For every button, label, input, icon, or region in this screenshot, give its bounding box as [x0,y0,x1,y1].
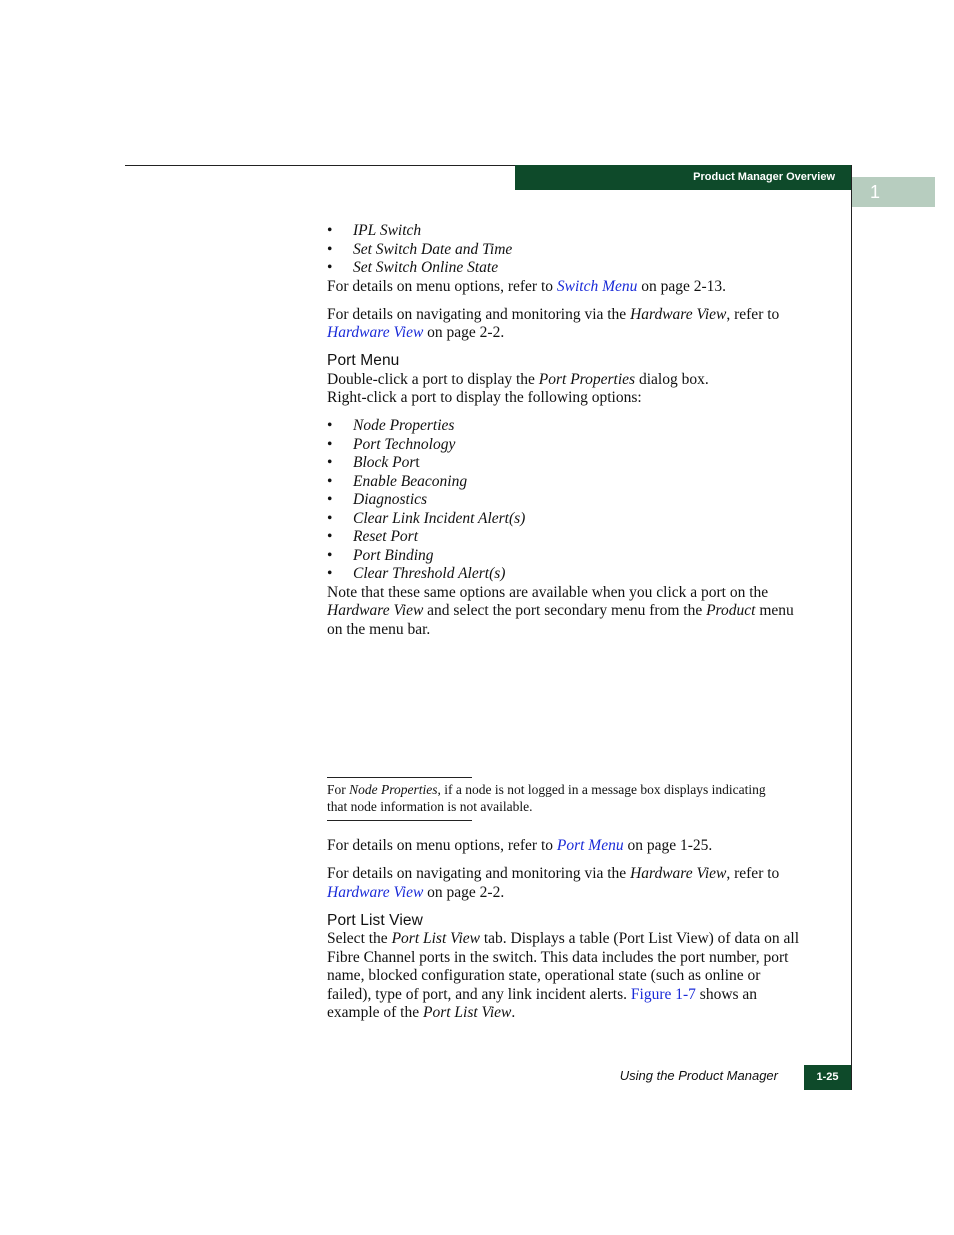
switch-menu-link[interactable]: Switch Menu [556,277,638,295]
port-menu-intro-2: Right-click a port to display the following options: [327,389,642,406]
list-item: • Clear Link Incident Alert(s) [327,510,807,529]
chapter-tab: 1 [852,177,935,207]
port-menu-intro: Double-click a port to display the Port Properties dialog box. [327,370,709,388]
list-item: • Clear Threshold Alert(s) [327,565,807,584]
hardware-view-details: For details on navigating and monitoring via the Hardware View, refer to Hardware View on page 2-2. [327,305,780,341]
header-rule [125,165,515,166]
switch-menu-details: For details on menu options, refer to Switch Menu on page 2-13. [327,277,727,295]
list-item: • Set Switch Online State [327,259,807,278]
note-bottom-rule [327,820,472,821]
same-options-paragraph: Note that these same options are available when you click a port on the Hardware View and select the port secondary menu from the Product menu on the menu bar. [327,583,794,638]
list-item: • Set Switch Date and Time [327,241,807,260]
page-body [327,222,807,649]
hardware-view-details-2: For details on navigating and monitoring via the Hardware View, refer to Hardware View on page 2-2. [327,865,780,901]
note-text: For Node Properties, if a node is not logged in a message box displays indicating that node information is not available. [327,782,766,814]
port-list-view-paragraph: Select the Port List View tab. Displays a table (Port List View) of data on all Fibre Channel ports in the switch. This data includes the port number, port name, blocked configuration state, operational state (such as online or failed), type of port, and any link incident alerts. Figure 1-7 shows an example of the Port List View. [327,930,800,1021]
figure-link[interactable]: Figure 1-7 [630,985,696,1003]
page-body-lower [327,837,807,1023]
list-item: • Reset Port [327,528,807,547]
footer-title: Using the Product Manager [619,1068,778,1083]
port-list-view-heading: Port List View [327,911,423,929]
section-header: Product Manager Overview [515,165,851,190]
port-menu-link[interactable]: Port Menu [556,837,624,854]
right-margin-rule [851,165,852,1090]
hardware-view-link[interactable]: Hardware View [327,324,424,341]
list-item: • IPL Switch [327,222,807,241]
list-item: • Diagnostics [327,491,807,510]
note-top-rule [327,777,472,778]
list-item: • Block Port [327,454,807,473]
page-number: 1-25 [804,1065,851,1090]
port-menu-heading: Port Menu [327,352,400,369]
list-item: • Enable Beaconing [327,473,807,492]
hardware-view-link-2[interactable]: Hardware View [327,883,424,901]
port-menu-details: For details on menu options, refer to Port Menu on page 1-25. [327,837,713,854]
list-item: • Port Binding [327,547,807,566]
list-item: • Node Properties [327,417,807,436]
list-item: • Port Technology [327,436,807,455]
